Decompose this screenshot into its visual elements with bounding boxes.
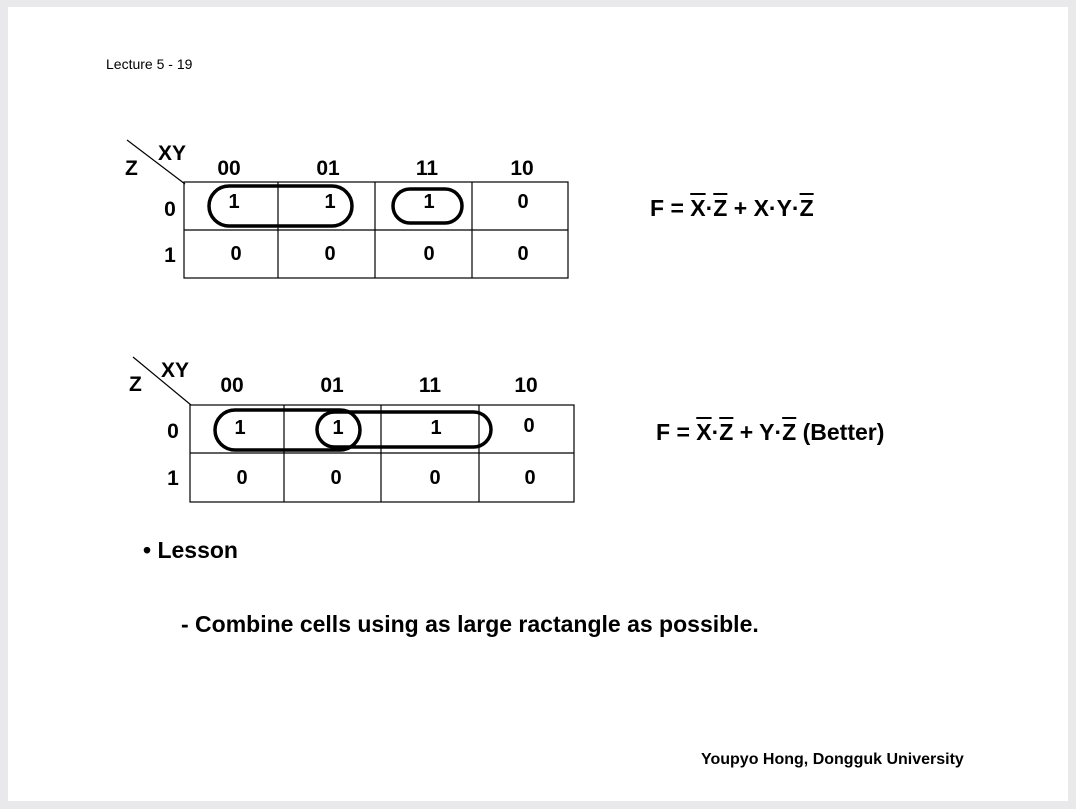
kmap-2-col-header: 10 <box>514 374 538 397</box>
equation-1-dot: · <box>705 195 714 221</box>
kmap-figure <box>8 7 1068 801</box>
kmap-2-col-header: 00 <box>220 374 244 397</box>
kmap-2-cell: 0 <box>523 415 535 437</box>
equation-2-plus: + <box>733 419 760 445</box>
kmap-1-col-header: 01 <box>316 157 340 180</box>
equation-2-dot: · <box>774 419 783 445</box>
kmap-2-col-header: 01 <box>320 374 344 397</box>
kmap-2-col-header: 11 <box>418 374 442 397</box>
kmap-2-cell: 0 <box>236 467 248 489</box>
author-credit: Youpyo Hong, Dongguk University <box>701 751 964 768</box>
kmap-1-grid <box>184 182 568 278</box>
equation-1-dot: · <box>768 195 777 221</box>
equation-1-term: $\overline{Z}$ <box>799 195 814 221</box>
kmap-2-cell: 0 <box>524 467 536 489</box>
equation-1-plus: + <box>727 195 754 221</box>
equation-2-term: $\overline{Z}$ <box>719 419 734 445</box>
kmap-1-row-var: Z <box>125 157 138 180</box>
kmap-1-cell: 1 <box>324 191 336 213</box>
kmap-2-col-var: XY <box>161 359 190 382</box>
kmap-1-cell: 1 <box>423 191 435 213</box>
kmap-2-cell: 1 <box>234 417 246 439</box>
lesson-item: - Combine cells using as large ractangle as possible. <box>181 611 759 637</box>
equation-1-term: $\overline{X}$ <box>690 195 706 221</box>
kmap-2-row-header: 1 <box>167 467 179 490</box>
kmap-1-col-var: XY <box>158 142 187 165</box>
equation-2 <box>656 419 884 446</box>
equation-1 <box>650 195 814 222</box>
equation-1-dot: · <box>791 195 800 221</box>
kmap-1-cell: 0 <box>423 243 435 265</box>
kmap-1-col-header: 10 <box>510 157 534 180</box>
kmap-1-row-header: 1 <box>164 244 176 267</box>
kmap-2-grid <box>190 405 574 502</box>
equation-2-dot: · <box>711 419 720 445</box>
kmap-2-cell: 0 <box>330 467 342 489</box>
equation-2-lhs: F = <box>656 419 697 445</box>
kmap-1-cell: 0 <box>324 243 336 265</box>
kmap-1-row-header: 0 <box>164 198 176 221</box>
equation-2-term: $\overline{Z}$ <box>782 419 797 445</box>
kmap-1-cell: 0 <box>517 191 529 213</box>
kmap-1 <box>125 140 568 278</box>
kmap-1-col-header: 11 <box>415 157 439 180</box>
kmap-1-col-header: 00 <box>217 157 241 180</box>
equation-1-lhs: F = <box>650 195 691 221</box>
kmap-2-cell: 1 <box>430 417 442 439</box>
kmap-2-cell: 0 <box>429 467 441 489</box>
kmap-2 <box>129 357 574 502</box>
equation-2-suffix: (Better) <box>796 419 885 445</box>
equation-1-term: Y <box>776 195 792 221</box>
kmap-2-row-var: Z <box>129 373 142 396</box>
equation-2-term: Y <box>759 419 775 445</box>
kmap-1-cell: 1 <box>228 191 240 213</box>
kmap-1-cell: 0 <box>517 243 529 265</box>
kmap-1-cell: 0 <box>230 243 242 265</box>
kmap-2-cell: 1 <box>332 417 344 439</box>
lesson-heading: • Lesson <box>143 537 238 563</box>
lecture-number: Lecture 5 - 19 <box>106 56 193 72</box>
slide-page <box>8 7 1068 801</box>
equation-1-term: X <box>753 195 769 221</box>
kmap-2-row-header: 0 <box>167 420 179 443</box>
equation-2-term: $\overline{X}$ <box>696 419 712 445</box>
equation-1-term: $\overline{Z}$ <box>713 195 728 221</box>
